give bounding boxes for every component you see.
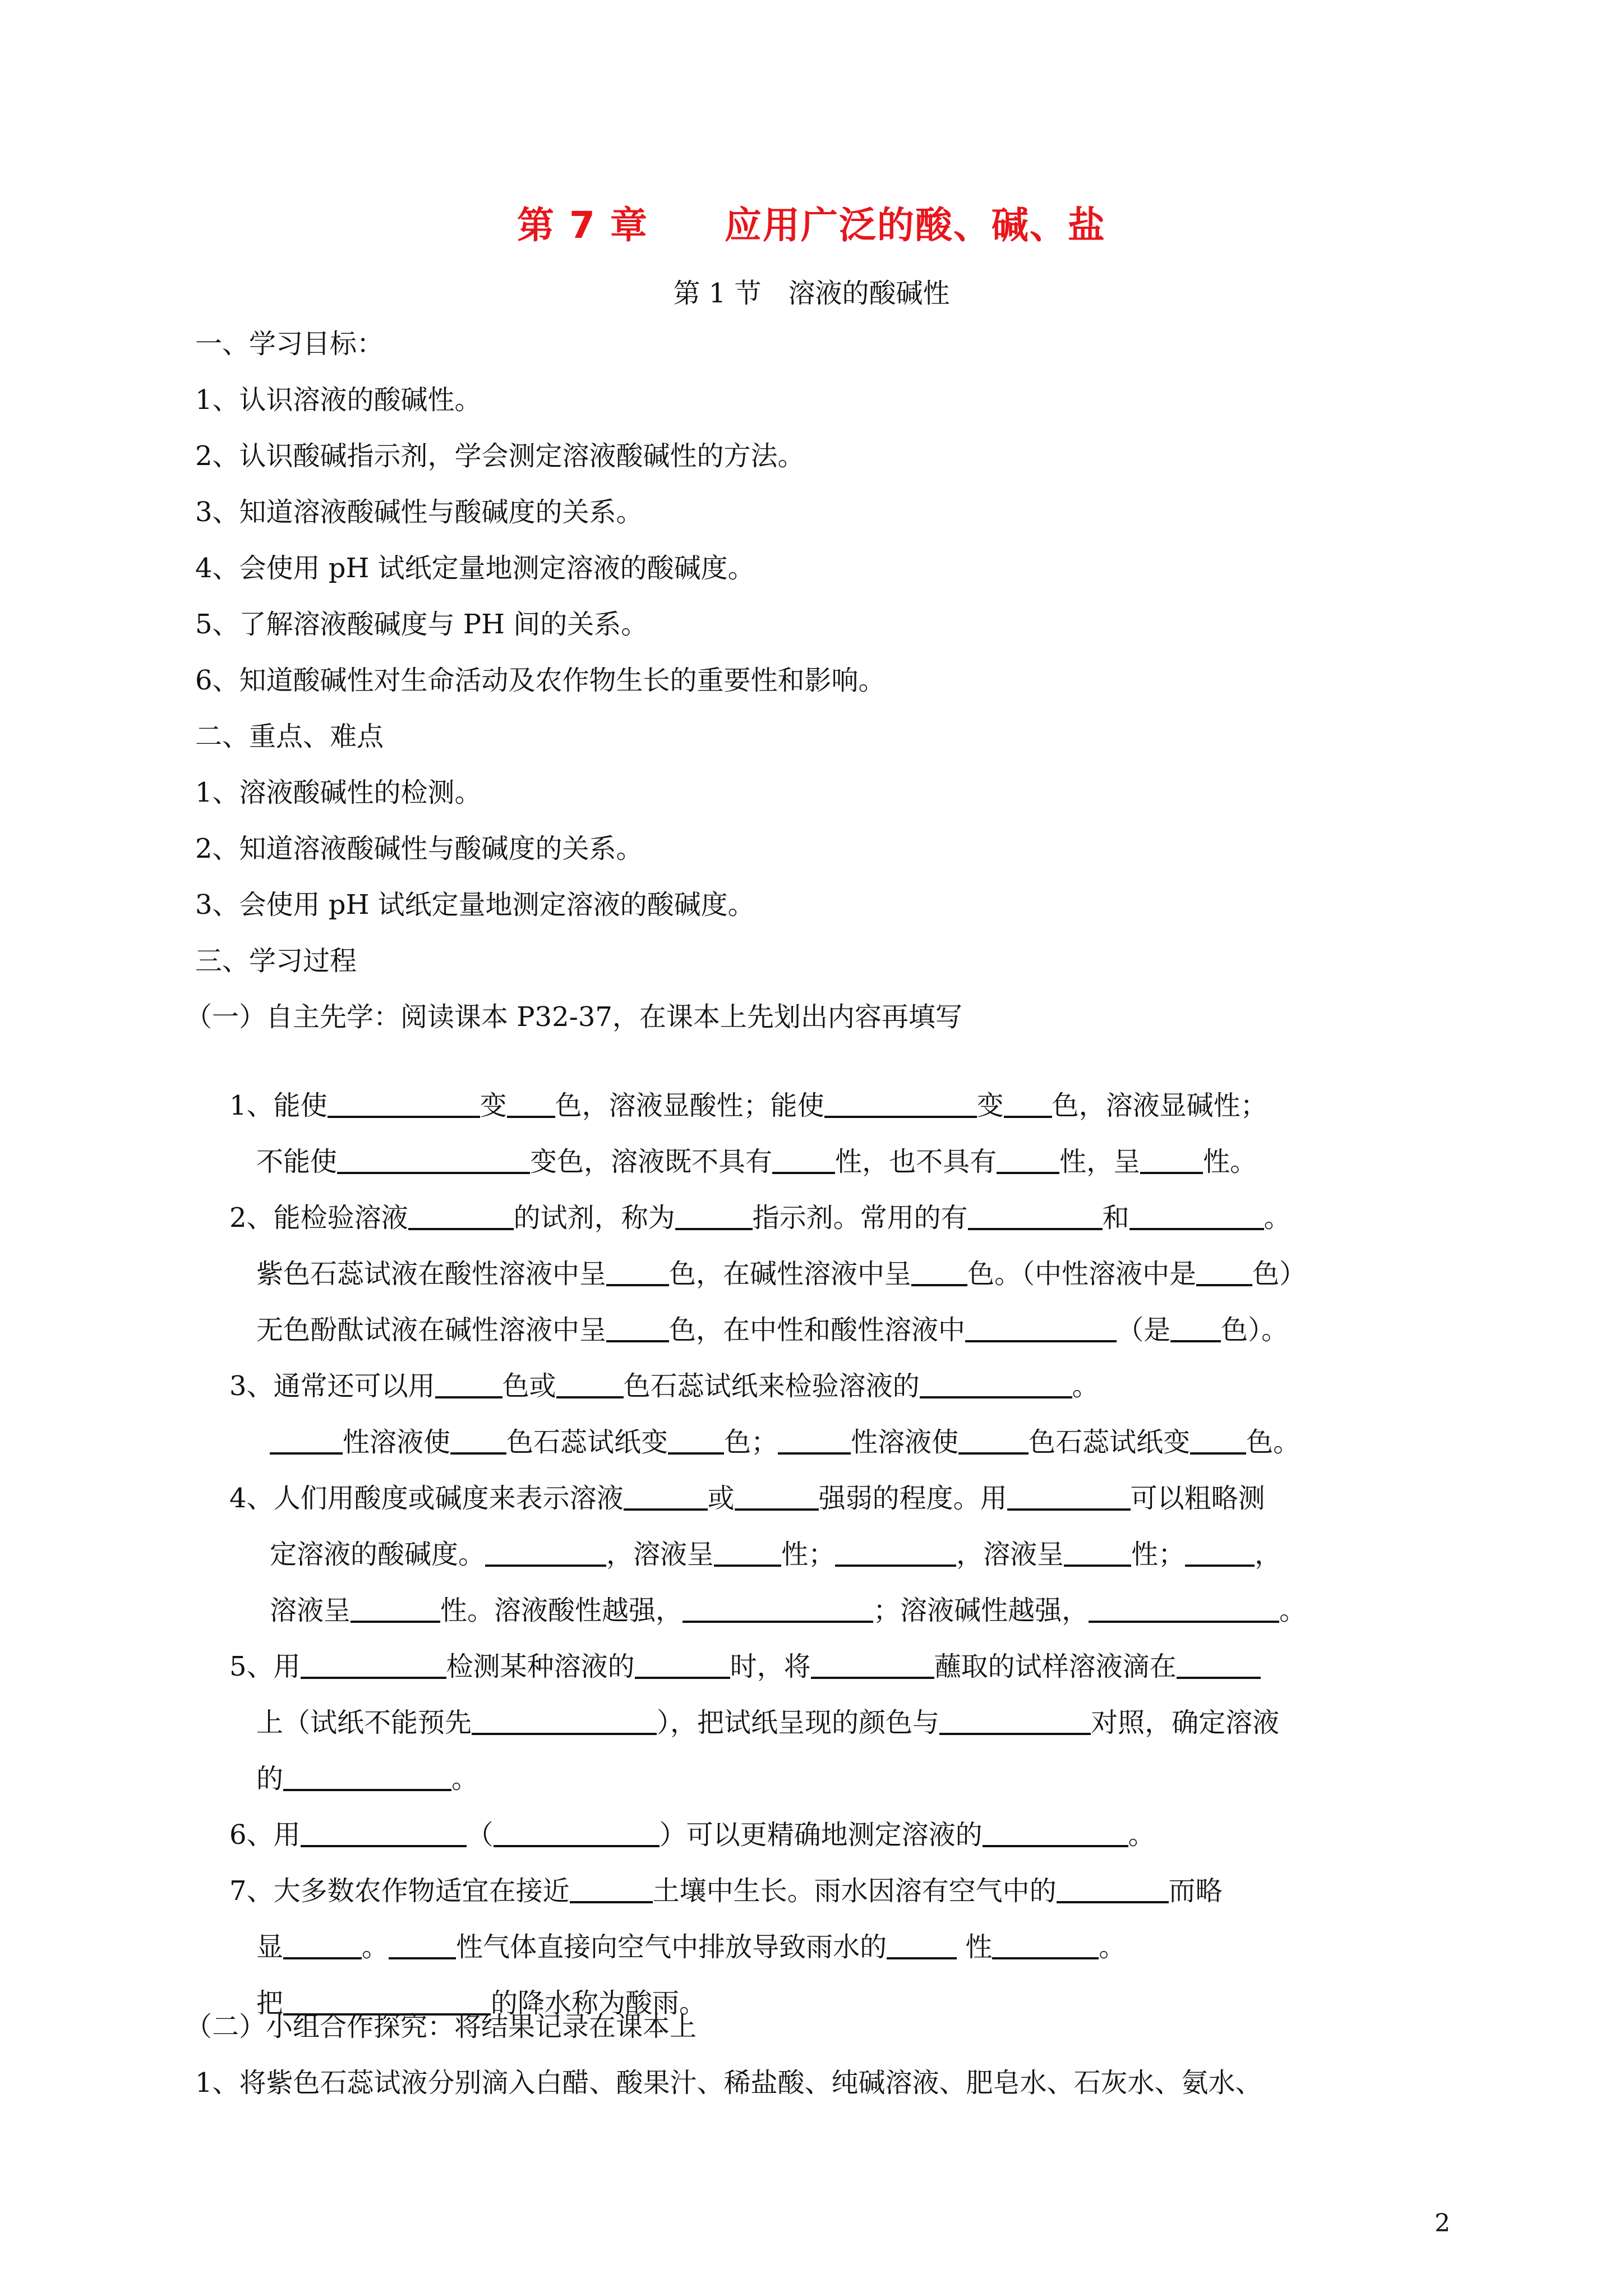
question-5-line-b: 上（试纸不能预先 ），把试纸呈现的颜色与 对照，确定溶液 bbox=[256, 1706, 1280, 1738]
question-4-line-b: 定溶液的酸碱度。 ，溶液呈 性； ，溶液呈 性； ， bbox=[270, 1538, 1282, 1570]
objective-6: 6、知道酸碱性对生命活动及农作物生长的重要性和影响。 bbox=[195, 665, 886, 696]
question-7-line-a: 7、大多数农作物适宜在接近 土壤中生长。雨水因溶有空气中的 而略 bbox=[229, 1875, 1223, 1907]
objective-2: 2、认识酸碱指示剂，学会测定溶液酸碱性的方法。 bbox=[195, 440, 805, 472]
fill-blank[interactable] bbox=[887, 1931, 957, 1959]
fill-blank[interactable] bbox=[472, 1707, 657, 1735]
question-6: 6、用 （ ）可以更精确地测定溶液的 。 bbox=[229, 1819, 1155, 1851]
question-2-line-b: 紫色石蕊试液在酸性溶液中呈 色，在碱性溶液中呈 色。（中性溶液中是 色） bbox=[256, 1258, 1307, 1290]
heading-key-points: 二、重点、难点 bbox=[195, 721, 384, 752]
objective-5: 5、了解溶液酸碱度与 PH 间的关系。 bbox=[195, 609, 648, 640]
self-study-intro: （一）自主先学：阅读课本 P32-37，在课本上先划出内容再填写 bbox=[185, 1001, 962, 1033]
question-4-line-c: 溶液呈 性。溶液酸性越强， ；溶液碱性越强， 。 bbox=[270, 1594, 1307, 1626]
heading-objectives: 一、学习目标： bbox=[195, 328, 384, 360]
question-5-line-a: 5、用 检测某种溶液的 时，将 蘸取的试样溶液滴在 bbox=[195, 1618, 1261, 1715]
fill-blank[interactable] bbox=[992, 1931, 1099, 1959]
question-2-line-a: 2、能检验溶液 的试剂，称为 指示剂。常用的有 和 。 bbox=[229, 1202, 1291, 1234]
group-study-intro: （二）小组合作探究：将结果记录在课本上 bbox=[185, 2011, 697, 2042]
section-subtitle: 第 1 节 溶液的酸碱性 bbox=[673, 278, 950, 309]
objective-4: 4、会使用 pH 试纸定量地测定溶液的酸碱度。 bbox=[195, 553, 755, 584]
question-3-line-a: 3、通常还可以用 色或 色石蕊试纸来检验溶液的 。 bbox=[229, 1370, 1099, 1402]
page-number: 2 bbox=[1435, 2209, 1450, 2238]
chapter-title: 第 7 章 应用广泛的酸、碱、盐 bbox=[517, 204, 1106, 247]
fill-blank[interactable] bbox=[939, 1707, 1091, 1735]
key-point-1: 1、溶液酸碱性的检测。 bbox=[195, 777, 482, 808]
question-1-line-a: 1、能使 变 色，溶液显酸性；能使 变 色，溶液显碱性； bbox=[229, 1089, 1267, 1121]
fill-blank[interactable] bbox=[1170, 1314, 1221, 1342]
group-task-1: 1、将紫色石蕊试液分别滴入白醋、酸果汁、稀盐酸、纯碱溶液、肥皂水、石灰水、氨水、 bbox=[195, 2067, 1262, 2099]
question-7-line-c: 把 的降水称为酸雨。 bbox=[256, 1987, 707, 2019]
question-4-line-a: 4、人们用酸度或碱度来表示溶液 或 强弱的程度。用 可以粗略测 bbox=[229, 1482, 1265, 1514]
question-7-line-b: 显 。 性气体直接向空气中排放导致雨水的 性 。 bbox=[256, 1931, 1126, 1963]
question-2-line-c: 无色酚酞试液在碱性溶液中呈 色，在中性和酸性溶液中 （是 色）。 bbox=[256, 1314, 1289, 1346]
key-point-3: 3、会使用 pH 试纸定量地测定溶液的酸碱度。 bbox=[195, 889, 755, 921]
key-point-2: 2、知道溶液酸碱性与酸碱度的关系。 bbox=[195, 833, 643, 864]
question-1-line-b: 不能使 变色，溶液既不具有 性，也不具有 性，呈 性。 bbox=[256, 1145, 1257, 1177]
heading-process: 三、学习过程 bbox=[195, 945, 357, 977]
objective-3: 3、知道溶液酸碱性与酸碱度的关系。 bbox=[195, 496, 643, 528]
question-5-line-c: 的 。 bbox=[256, 1763, 479, 1795]
question-3-line-b: 性溶液使 色石蕊试纸变 色； 性溶液使 色石蕊试纸变 色。 bbox=[236, 1394, 1300, 1491]
objective-1: 1、认识溶液的酸碱性。 bbox=[195, 384, 482, 416]
